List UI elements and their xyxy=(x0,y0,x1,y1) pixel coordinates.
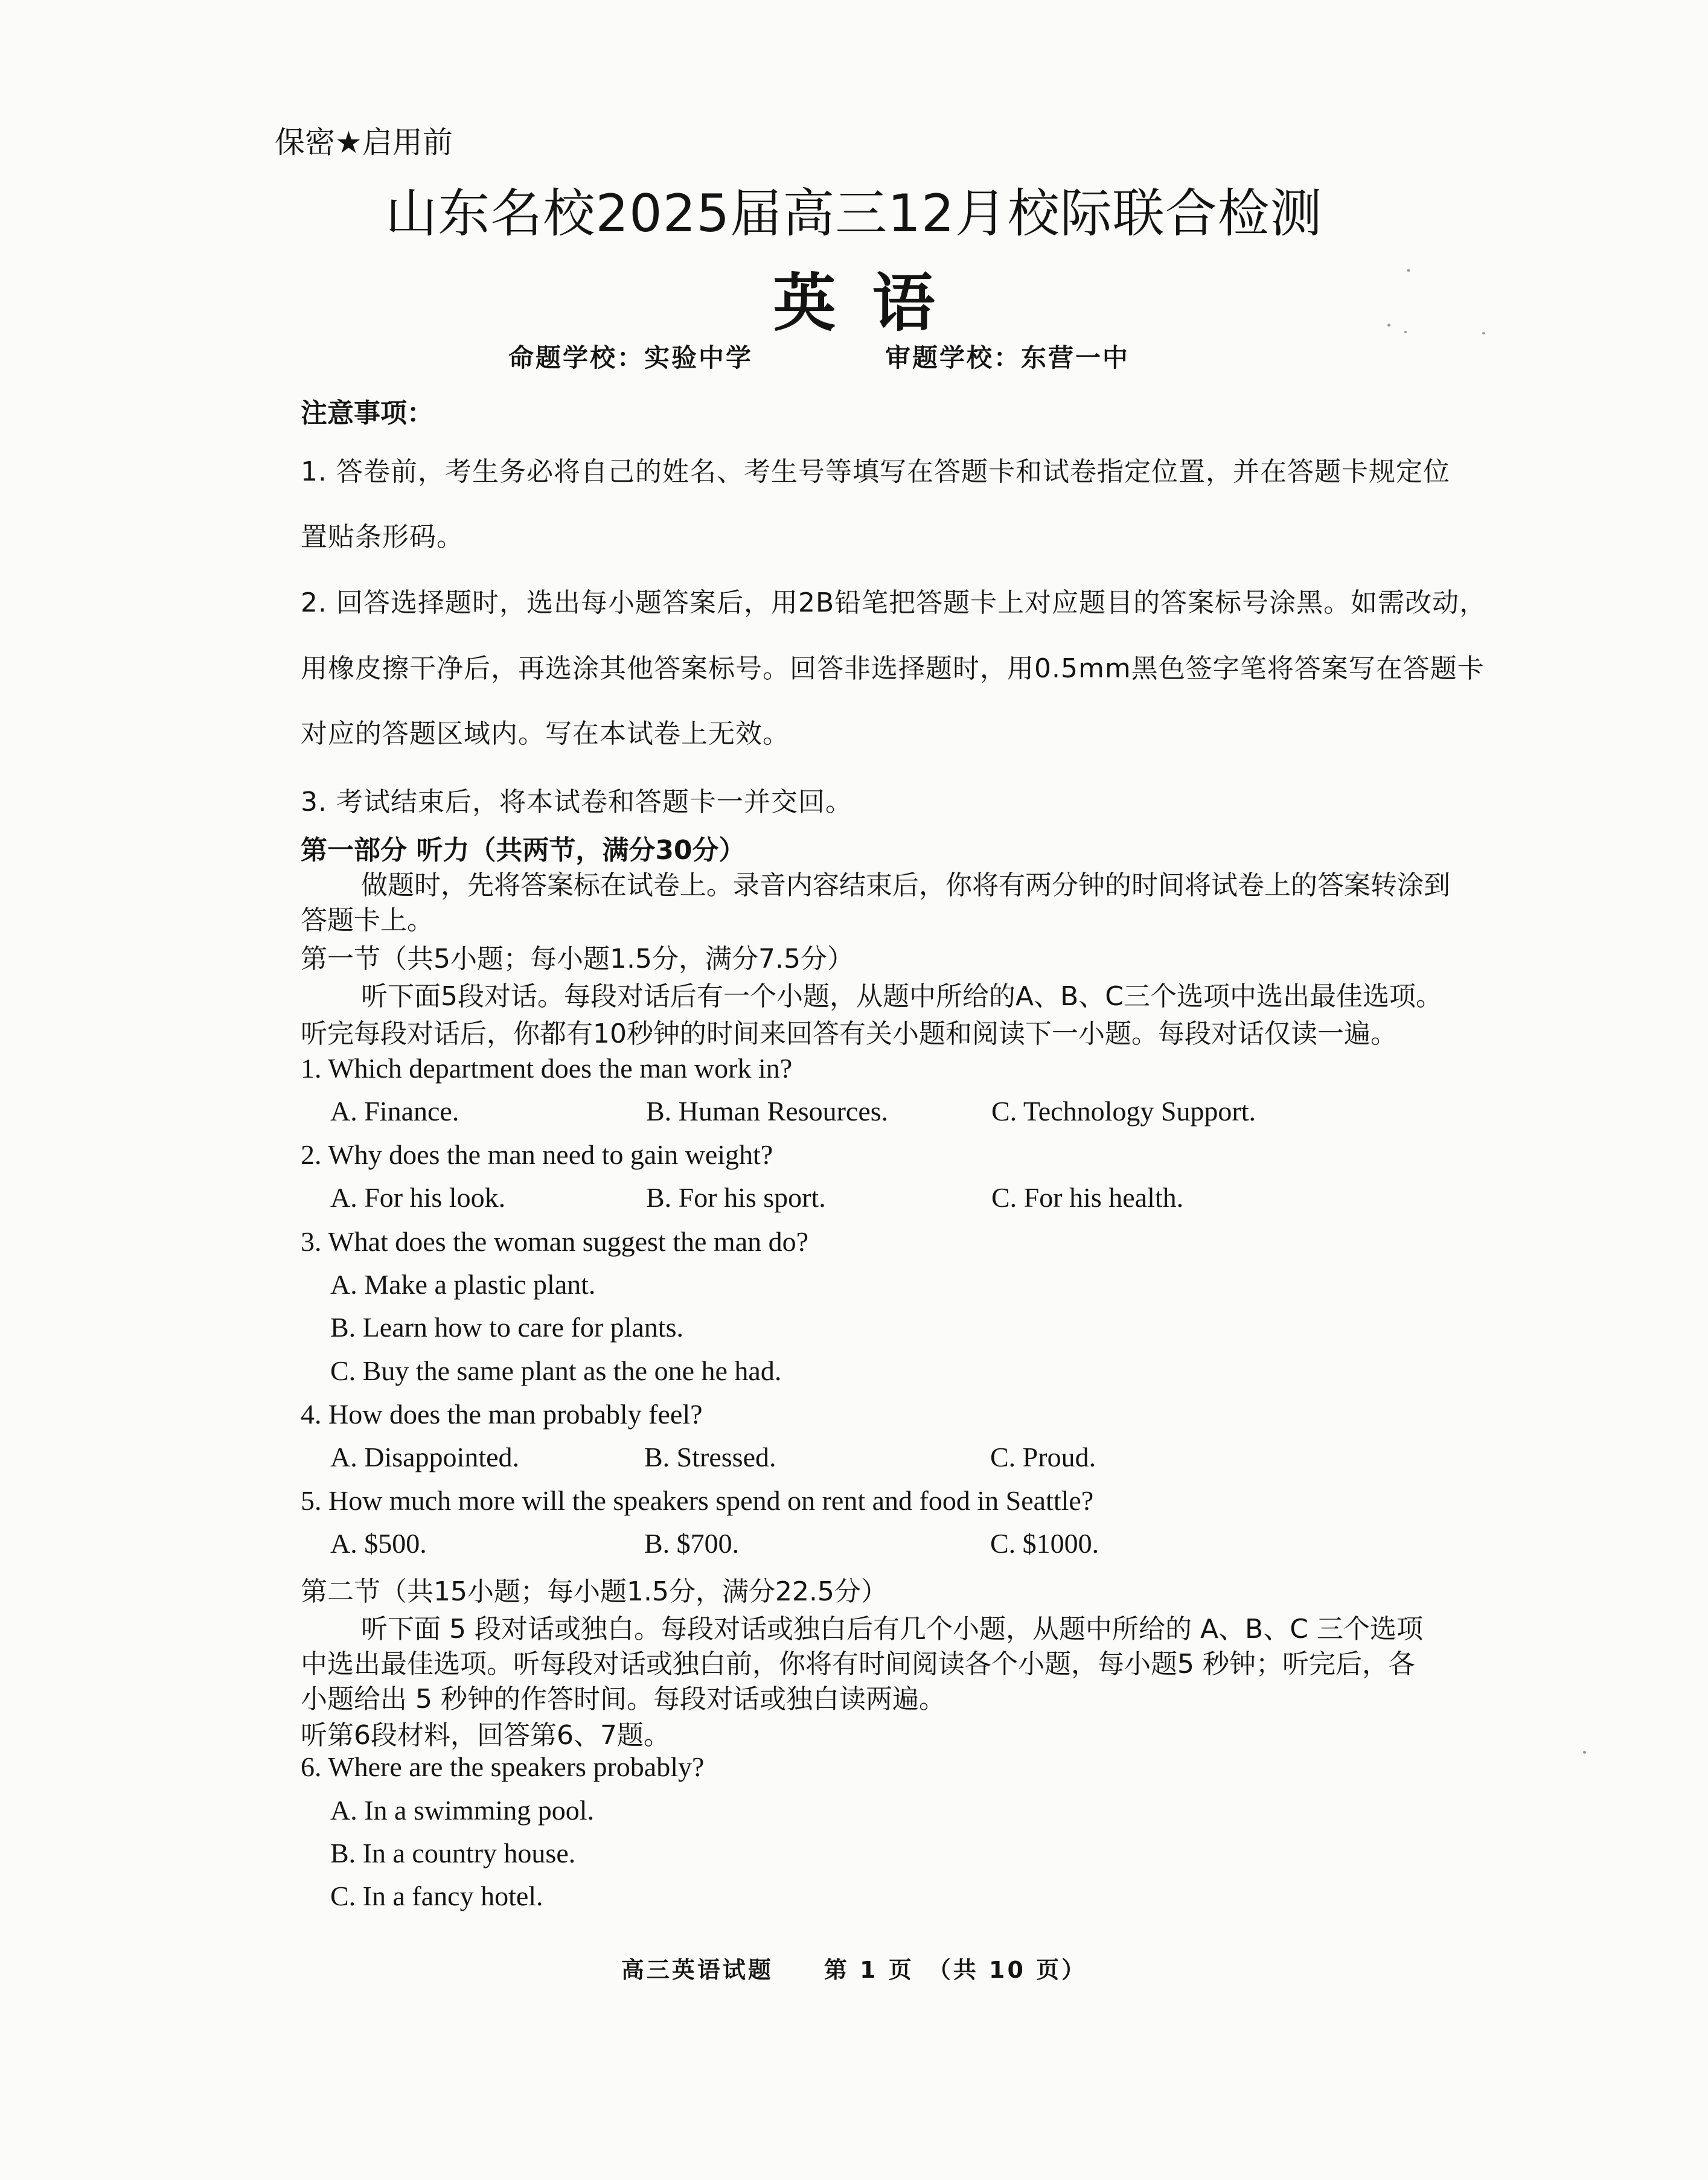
option-c: C. Buy the same plant as the one he had. xyxy=(330,1355,782,1386)
scan-speck xyxy=(1482,332,1485,334)
option-a: A. $500. xyxy=(330,1528,427,1559)
note-line: 3. 考试结束后，将本试卷和答题卡一并交回。 xyxy=(301,787,852,817)
scan-speck xyxy=(1583,1751,1586,1754)
question-stem: 3. What does the woman suggest the man do? xyxy=(301,1226,809,1257)
part1-heading: 第一部分 听力（共两节，满分30分） xyxy=(301,835,746,866)
subject-title: 英语 xyxy=(773,266,971,340)
option-b: B. In a country house. xyxy=(330,1838,576,1868)
secret-mark: 保密★启用前 xyxy=(275,125,453,160)
question-stem: 4. How does the man probably feel? xyxy=(301,1399,703,1430)
note-line: 置贴条形码。 xyxy=(301,522,464,552)
option-c: C. $1000. xyxy=(990,1528,1099,1559)
setter-school: 命题学校：实验中学 xyxy=(508,343,753,372)
section1-heading: 第一节（共5小题；每小题1.5分，满分7.5分） xyxy=(301,944,854,974)
page-footer: 高三英语试题 第 1 页 （共 10 页） xyxy=(621,1957,1087,1983)
note-line: 1. 答卷前，考生务必将自己的姓名、考生号等填写在答题卡和试卷指定位置，并在答题卡规定位 xyxy=(301,456,1450,487)
question-stem: 1. Which department does the man work in? xyxy=(301,1053,793,1084)
option-a: A. Disappointed. xyxy=(330,1442,520,1472)
option-c: C. For his health. xyxy=(991,1182,1184,1213)
option-b: B. Stressed. xyxy=(644,1442,776,1472)
part1-instruction: 答题卡上。 xyxy=(301,905,433,936)
exam-title: 山东名校2025届高三12月校际联合检测 xyxy=(385,184,1323,244)
option-a: A. For his look. xyxy=(330,1182,506,1213)
option-a: A. In a swimming pool. xyxy=(330,1795,594,1826)
option-c: C. In a fancy hotel. xyxy=(330,1881,543,1911)
scan-speck xyxy=(1387,324,1390,327)
notes-title: 注意事项： xyxy=(301,398,433,429)
section2-instruction: 中选出最佳选项。听每段对话或独白前，你将有时间阅读各个小题，每小题5 秒钟；听完后，各 xyxy=(301,1649,1415,1680)
note-line: 对应的答题区域内。写在本试卷上无效。 xyxy=(301,718,790,749)
option-b: B. $700. xyxy=(644,1528,740,1559)
option-b: B. For his sport. xyxy=(646,1182,826,1213)
question-stem: 2. Why does the man need to gain weight? xyxy=(301,1139,773,1170)
note-line: 2. 回答选择题时，选出每小题答案后，用2B铅笔把答题卡上对应题目的答案标号涂黑。如需改动， xyxy=(301,587,1487,618)
scan-speck xyxy=(1407,269,1410,272)
option-c: C. Technology Support. xyxy=(991,1096,1256,1127)
option-b: B. Learn how to care for plants. xyxy=(330,1312,684,1343)
material-note: 听第6段材料，回答第6、7题。 xyxy=(301,1720,670,1751)
part1-instruction: 做题时，先将答案标在试卷上。录音内容结束后，你将有两分钟的时间将试卷上的答案转涂到 xyxy=(361,870,1450,901)
option-a: A. Finance. xyxy=(330,1096,459,1127)
section2-heading: 第二节（共15小题；每小题1.5分，满分22.5分） xyxy=(301,1576,888,1607)
question-stem: 5. How much more will the speakers spend on rent and food in Seattle? xyxy=(301,1485,1094,1516)
section2-instruction: 听下面 5 段对话或独白。每段对话或独白后有几个小题，从题中所给的 A、B、C 三个选项 xyxy=(361,1614,1423,1645)
scan-speck xyxy=(1404,331,1407,333)
option-c: C. Proud. xyxy=(990,1442,1096,1472)
reviewer-school: 审题学校：东营一中 xyxy=(885,343,1130,372)
note-line: 用橡皮擦干净后，再选涂其他答案标号。回答非选择题时，用0.5mm黑色签字笔将答案写在答题卡 xyxy=(301,653,1485,684)
question-stem: 6. Where are the speakers probably? xyxy=(301,1751,705,1782)
section1-instruction: 听下面5段对话。每段对话后有一个小题，从题中所给的A、B、C三个选项中选出最佳选项。 xyxy=(361,981,1442,1012)
section1-instruction: 听完每段对话后，你都有10秒钟的时间来回答有关小题和阅读下一小题。每段对话仅读一遍。 xyxy=(301,1018,1397,1049)
option-a: A. Make a plastic plant. xyxy=(330,1269,596,1300)
section2-instruction: 小题给出 5 秒钟的作答时间。每段对话或独白读两遍。 xyxy=(301,1684,945,1715)
option-b: B. Human Resources. xyxy=(646,1096,889,1127)
